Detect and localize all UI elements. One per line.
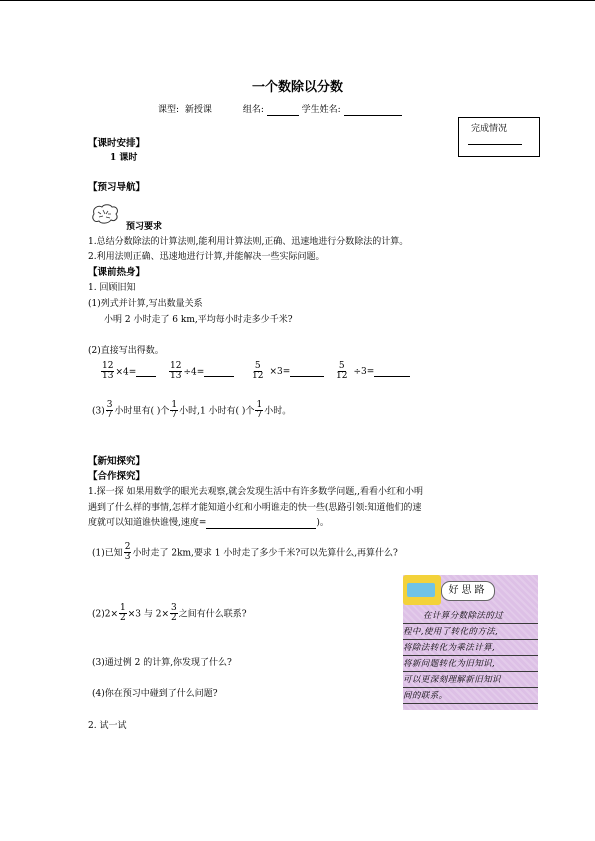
tip-line: 程中,使用了转化的方法, — [403, 627, 538, 640]
page-title: 一个数除以分数 — [251, 80, 343, 95]
explore-para-line-1: 1.探一探 如果用数学的眼光去观察,就会发现生活中有许多数学问题,,看看小红和小明 — [88, 487, 424, 497]
tip-line: 可以更深刻理解新旧知识 — [403, 675, 538, 688]
student-name-field[interactable] — [344, 115, 402, 116]
answer-blank[interactable] — [204, 366, 234, 377]
q2-item-3: $\frac{5}{12}$ ×3= — [250, 362, 324, 382]
answer-blank[interactable] — [290, 366, 324, 377]
explore-para-line-2: 遇到了什么样的事情,怎样才能知道小红和小明谁走的快一些(思路引领:知道他们的速 — [88, 503, 422, 513]
warmup-q2-label: (2)直接写出得数。 — [88, 346, 164, 356]
course-type-label: 课型: — [158, 105, 180, 115]
explore-subheading: 【合作探究】 — [88, 471, 146, 482]
warmup-q1-text: 小明 2 小时走了 6 km,平均每小时走多少千米? — [104, 315, 293, 325]
tip-line: 将新问题转化为旧知识, — [403, 659, 538, 672]
course-type-value: 新授课 — [184, 105, 212, 115]
good-idea-tip-box — [403, 575, 538, 710]
explore-q4: (4)你在预习中碰到了什么问题? — [92, 689, 218, 699]
explore-heading: 【新知探究】 — [88, 456, 146, 467]
answer-blank[interactable] — [374, 366, 410, 377]
tip-header: 好思路 — [441, 581, 495, 601]
q2-item-1: $\frac{12}{13}$ ×4= — [100, 362, 156, 382]
tip-line: 间的联系。 — [403, 691, 538, 704]
speed-formula-field[interactable] — [206, 528, 316, 529]
explore-q3: (3)通过例 2 的计算,你发现了什么? — [92, 658, 232, 668]
review-label: 1. 回顾旧知 — [88, 283, 136, 293]
requirement-label: 预习要求 — [126, 222, 163, 232]
fraction: $\frac{1}{2}$ — [120, 603, 126, 624]
fraction: $\frac{12}{13}$ — [102, 361, 114, 382]
fraction: $\frac{5}{12}$ — [252, 361, 264, 382]
warmup-heading: 【课前热身】 — [88, 267, 146, 278]
completion-box — [458, 117, 540, 157]
schedule-heading: 【课时安排】 — [88, 138, 146, 149]
group-field[interactable] — [267, 115, 299, 116]
tip-line: 将除法转化为乘法计算, — [403, 643, 538, 656]
q2-item-2: $\frac{12}{13}$ ÷4= — [168, 362, 234, 382]
preview-item-1: 1.总结分数除法的计算法则,能利用计算法则,正确、迅速地进行分数除法的计算。 — [88, 237, 409, 247]
top-rule — [0, 0, 595, 1]
answer-blank[interactable] — [136, 366, 156, 377]
student-label: 学生姓名: — [301, 105, 341, 115]
meta-line — [158, 105, 402, 116]
fraction: $\frac{5}{12}$ — [336, 361, 348, 382]
fraction: $\frac{12}{13}$ — [170, 361, 182, 382]
explore-para-line-3: 度就可以知道谁快谁慢,速度= )。 — [88, 518, 329, 528]
explore-q2: (2)2× $\frac{1}{2}$ ×3 与 2× $\frac{3}{2}$ 之间有什么联系? — [92, 603, 247, 624]
completion-field[interactable] — [468, 144, 522, 145]
fraction: $\frac{3}{7}$ — [106, 400, 113, 421]
preview-item-2: 2.利用法则正确、迅速地进行计算,并能解决一些实际问题。 — [88, 252, 325, 262]
fraction: $\frac{2}{3}$ — [124, 542, 131, 563]
preview-heading: 【预习导航】 — [88, 182, 146, 193]
completion-label: 完成情况 — [471, 124, 508, 134]
warmup-q3: (3) $\frac{3}{7}$ 小时里有( )个 $\frac{1}{7}$ 小时,1 小时有( )个 $\frac{1}{7}$ 小时。 — [92, 400, 292, 421]
fraction: $\frac{1}{7}$ — [256, 400, 263, 421]
schedule-value: 1 课时 — [110, 153, 138, 163]
try-label: 2. 试一试 — [88, 721, 127, 731]
fraction: $\frac{3}{2}$ — [171, 603, 177, 624]
fraction: $\frac{1}{7}$ — [171, 400, 178, 421]
book-icon — [403, 575, 441, 605]
explore-q1: (1)已知 $\frac{2}{3}$ 小时走了 2km,要求 1 小时走了多少千米?可以先算什么,再算什么? — [92, 542, 398, 563]
q2-item-4: $\frac{5}{12}$ ÷3= — [334, 362, 410, 382]
warmup-q1-label: (1)列式并计算,写出数量关系 — [88, 299, 203, 309]
thinking-doodle-icon — [90, 203, 120, 225]
tip-line: 在计算分数除法的过 — [403, 611, 538, 624]
group-label: 组名: — [242, 105, 264, 115]
